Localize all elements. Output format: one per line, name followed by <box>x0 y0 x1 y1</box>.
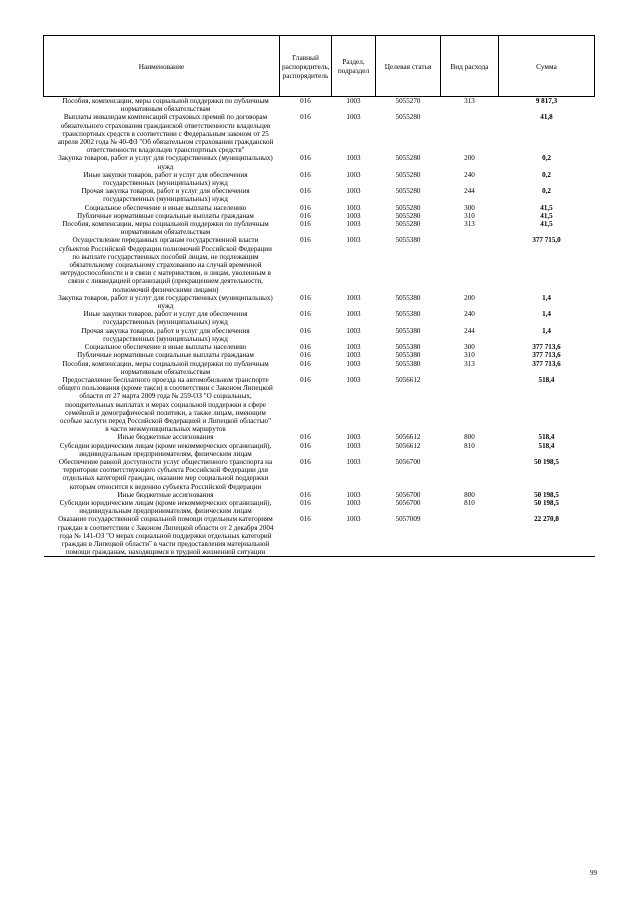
row-summa: 0,2 <box>542 187 551 196</box>
row-glavny: 016 <box>300 441 311 450</box>
row-summa: 22 270,8 <box>499 515 595 557</box>
header-glavny: Главный распорядитель, распорядитель <box>280 36 332 97</box>
row-summa: 41,5 <box>540 211 553 220</box>
row-glavny: 016 <box>300 375 311 384</box>
table-row <box>44 376 595 433</box>
row-summa: 9 817,3 <box>535 97 558 105</box>
row-vid <box>441 113 499 154</box>
row-name: Прочая закупка товаров, работ и услуг для обеспечения государственных (муниципальных) нужд <box>81 187 250 204</box>
row-glavny: 016 <box>300 326 311 335</box>
row-name: Обеспечение равной доступности услуг общественного транспорта на территории соответствующего субъекта Российской Федерации для отдельных категорий граждан, оказание мер социальной поддержки которым относится к ведению субъекта Российской Федерации <box>58 457 273 491</box>
row-summa: 1,4 <box>542 310 551 319</box>
row-celevaya: 5055380 <box>395 343 421 352</box>
row-vid: 310 <box>464 211 475 220</box>
table-row <box>44 154 595 170</box>
row-summa: 50 198,5 <box>534 498 559 507</box>
row-name: Публичные нормативные социальные выплаты гражданам <box>77 211 254 220</box>
row-razdel: 1003 <box>346 457 361 466</box>
row-glavny: 016 <box>300 211 311 220</box>
row-celevaya: 5055380 <box>395 310 421 319</box>
row-vid <box>441 376 499 433</box>
row-glavny: 016 <box>300 498 311 507</box>
header-summa: Сумма <box>499 36 595 97</box>
table-row <box>44 294 595 310</box>
row-summa: 518,4 <box>538 433 555 442</box>
table-row <box>44 442 595 458</box>
table-row <box>44 236 595 293</box>
table-row <box>44 360 595 376</box>
row-name: Субсидии юридическим лицам (кроме некоммерческих организаций), индивидуальным предпринимателям, физическим лицам <box>59 498 272 516</box>
row-summa: 377 713,6 <box>532 351 561 360</box>
row-name: Оказание государственной социальной помощи отдельным категориям граждан в соответствии с Законом Липецкой области от 2 декабря 2004 года № 141-ОЗ "О мерах социальной поддержки отдельных категорий граждан в Липецкой области" в части предоставления материальной помощи гражданам, находящимся в трудной жизненной ситуации <box>44 515 280 557</box>
row-name: Пособия, компенсации, меры социальной поддержки по публичным нормативным обязательствам <box>62 97 269 114</box>
table-row <box>44 97 595 114</box>
table-row <box>44 187 595 203</box>
row-glavny: 016 <box>300 433 311 442</box>
row-celevaya: 5055270 <box>395 97 421 105</box>
row-name: Выплаты инвалидам компенсаций страховых премий по договорам обязательного страхования гражданской ответственности владельцев транспортных средств в соответствии с Федеральным законом от 25 апреля 2002 года № 40-ФЗ "Об обязательном страховании гражданской ответственности владельцев транспортных средств" <box>57 113 274 155</box>
row-glavny: 016 <box>300 293 311 302</box>
row-summa: 1,4 <box>542 293 551 302</box>
row-razdel: 1003 <box>346 441 361 450</box>
row-name: Иные закупки товаров, работ и услуг для обеспечения государственных (муниципальных) нужд <box>83 310 248 327</box>
row-vid: 800 <box>464 433 475 442</box>
row-glavny: 016 <box>300 220 311 229</box>
table-row <box>44 491 595 499</box>
row-glavny: 016 <box>300 203 311 212</box>
row-razdel: 1003 <box>346 113 361 122</box>
row-vid: 200 <box>464 154 475 163</box>
row-razdel: 1003 <box>346 498 361 507</box>
row-summa: 41,5 <box>540 220 553 229</box>
row-summa: 41,8 <box>540 113 553 122</box>
row-summa: 1,4 <box>542 326 551 335</box>
row-celevaya: 5056612 <box>395 441 421 450</box>
row-razdel: 1003 <box>346 343 361 352</box>
row-razdel: 1003 <box>346 351 361 360</box>
row-glavny: 016 <box>300 170 311 179</box>
row-vid: 244 <box>464 187 475 196</box>
row-razdel: 1003 <box>346 154 361 163</box>
row-vid <box>441 458 499 491</box>
document-sheet <box>43 35 594 557</box>
row-summa: 41,5 <box>540 203 553 212</box>
row-razdel: 1003 <box>346 433 361 442</box>
table-header-row <box>44 36 595 97</box>
table-row <box>44 351 595 359</box>
row-name: Прочая закупка товаров, работ и услуг для обеспечения государственных (муниципальных) нужд <box>81 326 250 343</box>
row-celevaya: 5056700 <box>395 490 421 499</box>
header-razdel: Раздел, подраздел <box>332 36 376 97</box>
row-name: Пособия, компенсации, меры социальной поддержки по публичным нормативным обязательствам <box>62 220 269 237</box>
row-summa: 518,4 <box>538 375 555 384</box>
row-name: Закупка товаров, работ и услуг для государственных (муниципальных) нужд <box>58 293 273 311</box>
row-razdel: 1003 <box>346 293 361 302</box>
row-celevaya: 5056700 <box>395 457 421 466</box>
row-vid: 310 <box>464 351 475 360</box>
row-glavny: 016 <box>300 351 311 360</box>
row-glavny: 016 <box>300 236 311 245</box>
row-summa: 50 198,5 <box>534 490 559 499</box>
row-glavny: 016 <box>300 310 311 319</box>
row-celevaya: 5055280 <box>395 203 421 212</box>
row-celevaya: 5055280 <box>395 220 421 229</box>
row-summa: 50 198,5 <box>534 457 559 466</box>
table-row <box>44 327 595 343</box>
row-glavny: 016 <box>300 113 311 122</box>
row-razdel: 1003 <box>346 170 361 179</box>
row-name: Иные бюджетные ассигнования <box>117 433 214 442</box>
row-razdel: 1003 <box>346 326 361 335</box>
row-glavny: 016 <box>300 490 311 499</box>
row-celevaya: 5055280 <box>395 211 421 220</box>
row-glavny: 016 <box>300 154 311 163</box>
row-celevaya: 5056700 <box>395 498 421 507</box>
row-celevaya: 5055280 <box>395 170 421 179</box>
row-razdel: 1003 <box>346 220 361 229</box>
row-vid: 313 <box>464 220 475 229</box>
row-vid: 810 <box>464 441 475 450</box>
row-vid: 244 <box>464 326 475 335</box>
row-summa: 518,4 <box>538 441 555 450</box>
row-vid: 800 <box>464 490 475 499</box>
row-summa: 377 713,6 <box>532 359 561 368</box>
row-vid <box>441 236 499 293</box>
table-row <box>44 204 595 212</box>
table-row <box>44 343 595 351</box>
row-celevaya: 5055380 <box>395 293 421 302</box>
row-razdel: 1003 <box>346 97 361 105</box>
row-summa: 377 713,6 <box>532 343 561 352</box>
header-celevaya: Целевая статья <box>376 36 441 97</box>
row-razdel: 1003 <box>346 211 361 220</box>
row-vid: 240 <box>464 310 475 319</box>
row-name: Осуществление переданных органам государственной власти субъектов Российской Федерации полномочий Российской Федерации по выплате государственных пособий лицам, не подлежащим обязательному социальному страхованию на случай временной нетрудоспособности и в связи с материнством, и лицам, уволенным в связи с ликвидацией организаций (прекращением деятельности, полномочий физическими лицами) <box>59 236 272 294</box>
row-vid: 240 <box>464 170 475 179</box>
row-vid: 313 <box>464 97 475 105</box>
table-row <box>44 171 595 187</box>
table-row <box>44 515 595 557</box>
row-vid: 313 <box>464 359 475 368</box>
row-name: Пособия, компенсации, меры социальной поддержки по публичным нормативным обязательствам <box>62 359 269 376</box>
row-glavny: 016 <box>300 187 311 196</box>
row-summa: 377 715,0 <box>532 236 561 245</box>
row-celevaya: 5055380 <box>395 326 421 335</box>
row-vid: 810 <box>464 498 475 507</box>
row-razdel: 1003 <box>346 236 361 245</box>
table-row <box>44 220 595 236</box>
row-razdel: 1003 <box>346 187 361 196</box>
row-vid: 200 <box>464 293 475 302</box>
row-razdel: 1003 <box>346 310 361 319</box>
row-name: Иные закупки товаров, работ и услуг для обеспечения государственных (муниципальных) нужд <box>83 170 248 188</box>
header-name: Наименование <box>44 36 280 97</box>
row-razdel: 1003 <box>332 515 376 557</box>
row-celevaya: 5056612 <box>395 375 421 384</box>
table-row <box>44 433 595 441</box>
row-vid: 300 <box>464 203 475 212</box>
row-celevaya: 5057009 <box>376 515 441 557</box>
table-row <box>44 458 595 491</box>
row-celevaya: 5055380 <box>395 351 421 360</box>
table-row <box>44 113 595 154</box>
row-razdel: 1003 <box>346 203 361 212</box>
row-celevaya: 5055280 <box>395 154 421 163</box>
row-summa: 0,2 <box>542 154 551 163</box>
table-body <box>44 97 595 557</box>
page-number: 99 <box>590 869 597 877</box>
row-celevaya: 5056612 <box>395 433 421 442</box>
row-glavny: 016 <box>300 343 311 352</box>
row-summa: 0,2 <box>542 170 551 179</box>
table-row <box>44 212 595 220</box>
row-celevaya: 5055380 <box>395 236 421 245</box>
row-vid <box>441 515 499 557</box>
row-name: Закупка товаров, работ и услуг для государственных (муниципальных) нужд <box>58 154 273 171</box>
row-name: Публичные нормативные социальные выплаты гражданам <box>77 351 254 360</box>
row-razdel: 1003 <box>346 490 361 499</box>
table-row <box>44 310 595 326</box>
row-glavny: 016 <box>300 97 311 105</box>
row-razdel: 1003 <box>346 375 361 384</box>
row-glavny: 016 <box>280 515 332 557</box>
row-glavny: 016 <box>300 359 311 368</box>
row-name: Социальное обеспечение и иные выплаты населению <box>84 203 247 212</box>
row-vid: 300 <box>464 343 475 352</box>
row-name: Субсидии юридическим лицам (кроме некоммерческих организаций), индивидуальным предпринимателям, физическим лицам <box>59 441 272 458</box>
budget-table <box>43 35 595 557</box>
row-celevaya: 5055280 <box>395 113 421 122</box>
header-vid: Вид расхода <box>441 36 499 97</box>
table-row <box>44 499 595 515</box>
row-celevaya: 5055280 <box>395 187 421 196</box>
row-glavny: 016 <box>300 457 311 466</box>
row-name: Социальное обеспечение и иные выплаты населению <box>84 343 247 352</box>
row-razdel: 1003 <box>346 359 361 368</box>
row-name: Предоставление бесплатного проезда на автомобильном транспорте общего пользования (кроме такси) в соответствии с Законом Липецкой области от 27 марта 2009 года № 259-ОЗ "О социальных, поощрительных выплатах и мерах социальной поддержки в сфере семейной и демографической политики, а также лицам, имеющим особые заслуги перед Российской Федерацией и Липецкой областью" в части межмуниципальных маршрутов <box>58 375 273 434</box>
row-name: Иные бюджетные ассигнования <box>117 490 214 499</box>
row-celevaya: 5055380 <box>395 359 421 368</box>
